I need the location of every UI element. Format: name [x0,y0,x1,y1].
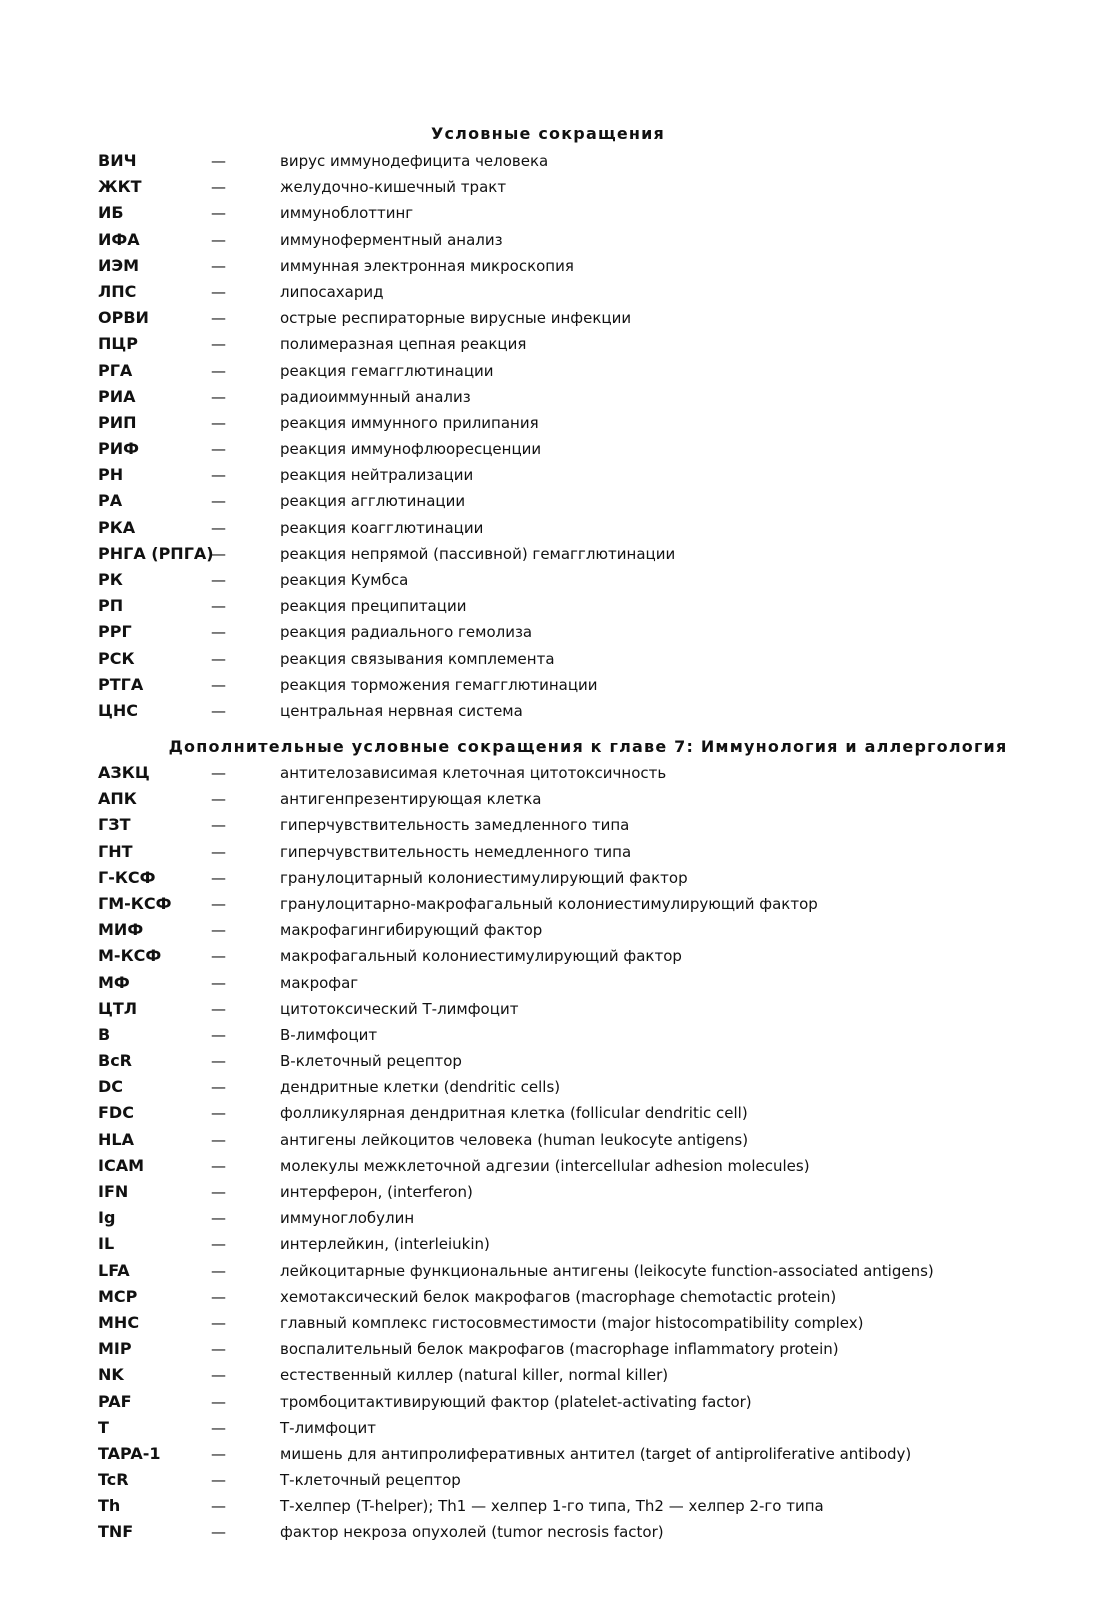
abbreviation-term: ЖКТ [98,177,142,197]
abbreviation-dash: — [211,1156,226,1175]
abbreviation-definition: липосахарид [280,282,384,301]
abbreviation-term: ИЭМ [98,255,140,275]
abbreviation-row [0,763,1096,789]
abbreviation-definition: лейкоцитарные функциональные антигены (leikocyte function-associated antigens) [280,1261,934,1280]
abbreviation-row [0,999,1096,1025]
abbreviation-row [0,544,1096,570]
abbreviation-term: ЛПС [98,281,137,301]
abbreviation-term: TNF [98,1522,134,1542]
abbreviation-row [0,1444,1096,1470]
abbreviation-row [0,1208,1096,1234]
abbreviation-term: РН [98,465,124,485]
abbreviation-row [0,177,1096,203]
abbreviation-definition: иммуноглобулин [280,1209,415,1228]
abbreviation-dash: — [211,1235,226,1254]
abbreviation-dash: — [211,1104,226,1123]
abbreviation-dash: — [211,1340,226,1359]
abbreviation-definition: реакция гемагглютинации [280,361,494,380]
abbreviation-row [0,151,1096,177]
abbreviation-row [0,1234,1096,1260]
abbreviation-dash: — [211,894,226,913]
abbreviation-dash: — [211,282,226,301]
abbreviation-definition: интерферон, (interferon) [280,1183,473,1201]
abbreviation-definition: иммунная электронная микроскопия [280,256,574,275]
section-title-abbreviations: Условные сокращения [430,124,666,143]
abbreviation-dash: — [211,152,226,170]
abbreviation-dash: — [211,204,226,223]
abbreviation-row [0,622,1096,648]
abbreviation-definition: реакция связывания комплемента [280,649,555,668]
abbreviation-dash: — [211,387,226,406]
abbreviation-term: ГМ-КСФ [98,893,172,913]
abbreviation-term: РА [98,491,123,511]
abbreviation-term: АПК [98,789,137,809]
abbreviation-definition: иммуноблоттинг [280,204,414,223]
abbreviation-list-chapter7 [0,763,1096,1549]
abbreviation-row [0,387,1096,413]
abbreviation-term: М-КСФ [98,946,162,966]
abbreviation-row [0,491,1096,517]
abbreviation-row [0,230,1096,256]
abbreviation-row [0,203,1096,229]
abbreviation-dash: — [211,816,226,835]
abbreviation-dash: — [211,230,226,249]
abbreviation-dash: — [211,1130,226,1149]
abbreviation-row [0,868,1096,894]
abbreviation-definition: макрофагальный колониестимулирующий фактор [280,947,682,966]
abbreviation-row [0,1365,1096,1391]
abbreviation-dash: — [211,1025,226,1044]
abbreviation-row [0,1077,1096,1103]
abbreviation-definition: полимеразная цепная реакция [280,335,527,354]
abbreviation-dash: — [211,1418,226,1437]
abbreviation-dash: — [211,1313,226,1332]
abbreviation-term: РГА [98,360,133,380]
abbreviation-term: PAF [98,1391,132,1411]
abbreviation-definition: реакция коагглютинации [280,518,484,537]
abbreviation-definition: вирус иммунодефицита человека [280,152,549,170]
abbreviation-definition: молекулы межклеточной адгезии (intercellular adhesion molecules) [280,1156,810,1175]
abbreviation-term: РИА [98,386,136,406]
abbreviation-row [0,789,1096,815]
abbreviation-term: IFN [98,1182,129,1201]
abbreviation-term: FDC [98,1103,134,1123]
abbreviation-term: МФ [98,972,130,992]
abbreviation-definition: антителозависимая клеточная цитотоксичность [280,764,667,782]
abbreviation-dash: — [211,1209,226,1228]
abbreviation-dash: — [211,1471,226,1490]
abbreviation-term: РКА [98,517,136,537]
abbreviation-row [0,413,1096,439]
abbreviation-definition: реакция Кумбса [280,571,409,589]
abbreviation-definition: цитотоксический Т-лимфоцит [280,999,519,1018]
abbreviation-dash: — [211,973,226,992]
abbreviation-term: DC [98,1077,124,1097]
abbreviation-term: MCP [98,1286,138,1306]
abbreviation-definition: фолликулярная дендритная клетка (follicular dendritic cell) [280,1104,748,1123]
abbreviation-dash: — [211,1183,226,1201]
abbreviation-definition: антигенпрезентирующая клетка [280,790,542,809]
abbreviation-dash: — [211,361,226,380]
abbreviation-definition: реакция иммунофлюоресценции [280,440,542,459]
abbreviation-row [0,649,1096,675]
abbreviation-definition: реакция преципитации [280,597,467,616]
abbreviation-row [0,596,1096,622]
abbreviation-row [0,1156,1096,1182]
abbreviation-term: B [98,1024,111,1044]
abbreviation-definition: центральная нервная система [280,701,523,720]
abbreviation-term: HLA [98,1129,134,1149]
abbreviation-dash: — [211,518,226,537]
abbreviation-definition: мишень для антипролиферативных антител (target of antiproliferative antibody) [280,1444,912,1463]
abbreviation-definition: радиоиммунный анализ [280,387,471,406]
abbreviation-term: РП [98,596,124,616]
abbreviation-term: РТГА [98,674,144,694]
abbreviation-dash: — [211,649,226,668]
abbreviation-definition: реакция агглютинации [280,492,466,511]
abbreviation-term: ПЦР [98,334,138,354]
abbreviation-row [0,946,1096,972]
abbreviation-term: T [98,1417,109,1437]
abbreviation-dash: — [211,466,226,485]
abbreviation-row [0,842,1096,868]
abbreviation-term: ГНТ [98,841,133,861]
abbreviation-term: Ig [98,1208,116,1228]
abbreviation-definition: реакция нейтрализации [280,466,474,485]
abbreviation-term: MHC [98,1312,140,1332]
abbreviation-definition: В-клеточный рецептор [280,1052,462,1071]
abbreviation-term: MIP [98,1339,132,1359]
abbreviation-definition: главный комплекс гистосовместимости (major histocompatibility complex) [280,1313,864,1332]
abbreviation-dash: — [211,1366,226,1385]
abbreviation-dash: — [211,842,226,861]
abbreviation-dash: — [211,1497,226,1516]
abbreviation-dash: — [211,1392,226,1411]
abbreviation-row [0,920,1096,946]
abbreviation-dash: — [211,999,226,1018]
abbreviation-term: IL [98,1234,115,1254]
abbreviation-definition: гиперчувствительность немедленного типа [280,842,632,861]
abbreviation-definition: естественный киллер (natural killer, normal killer) [280,1366,669,1385]
abbreviation-definition: желудочно-кишечный тракт [280,178,507,197]
abbreviation-row [0,973,1096,999]
abbreviation-row [0,1051,1096,1077]
abbreviation-dash: — [211,1287,226,1306]
abbreviation-dash: — [211,921,226,940]
abbreviation-row [0,570,1096,596]
abbreviation-term: ГЗТ [98,815,131,835]
abbreviation-definition: В-лимфоцит [280,1025,378,1044]
abbreviation-row [0,701,1096,727]
abbreviation-definition: реакция торможения гемагглютинации [280,675,598,694]
abbreviation-dash: — [211,178,226,197]
abbreviation-row [0,361,1096,387]
abbreviation-definition: острые респираторные вирусные инфекции [280,309,632,328]
abbreviation-dash: — [211,701,226,720]
abbreviation-definition: Т-клеточный рецептор [280,1471,461,1490]
abbreviation-dash: — [211,1052,226,1071]
abbreviation-definition: гранулоцитарно-макрофагальный колониестимулирующий фактор [280,894,818,913]
abbreviation-dash: — [211,597,226,616]
abbreviation-term: ВИЧ [98,151,137,170]
abbreviation-dash: — [211,256,226,275]
abbreviation-list-main [0,151,1096,727]
abbreviation-row [0,1522,1096,1548]
abbreviation-definition: гранулоцитарный колониестимулирующий фактор [280,868,688,887]
abbreviation-row [0,1339,1096,1365]
abbreviation-row [0,1130,1096,1156]
abbreviation-term: ICAM [98,1155,144,1175]
abbreviation-definition: иммуноферментный анализ [280,230,503,249]
abbreviation-row [0,1418,1096,1444]
abbreviation-row [0,1287,1096,1313]
abbreviation-dash: — [211,868,226,887]
abbreviation-term: TcR [98,1470,129,1490]
abbreviation-term: ИБ [98,203,124,223]
abbreviation-row [0,465,1096,491]
abbreviation-row [0,1182,1096,1208]
abbreviation-definition: гиперчувствительность замедленного типа [280,816,630,835]
abbreviation-dash: — [211,440,226,459]
abbreviation-row [0,334,1096,360]
abbreviation-dash: — [211,544,226,563]
abbreviation-definition: фактор некроза опухолей (tumor necrosis factor) [280,1523,664,1542]
abbreviation-term: ОРВИ [98,308,149,328]
abbreviation-row [0,894,1096,920]
abbreviation-dash: — [211,1523,226,1542]
abbreviation-dash: — [211,1444,226,1463]
abbreviation-term: РСК [98,648,135,668]
abbreviation-dash: — [211,492,226,511]
abbreviation-term: BcR [98,1051,132,1071]
abbreviation-row [0,1103,1096,1129]
abbreviation-dash: — [211,790,226,809]
abbreviation-dash: — [211,947,226,966]
abbreviation-definition: воспалительный белок макрофагов (macrophage inflammatory protein) [280,1340,839,1359]
abbreviation-dash: — [211,309,226,328]
abbreviation-term: РК [98,570,123,589]
abbreviation-term: TAPA-1 [98,1443,161,1463]
abbreviation-term: РНГА (РПГА) [98,543,214,563]
abbreviation-definition: реакция непрямой (пассивной) гемагглютинации [280,544,676,563]
abbreviation-dash: — [211,675,226,694]
abbreviation-term: ИФА [98,229,140,249]
abbreviation-definition: антигены лейкоцитов человека (human leukocyte antigens) [280,1130,749,1149]
abbreviation-row [0,308,1096,334]
abbreviation-dash: — [211,1078,226,1097]
abbreviation-dash: — [211,413,226,432]
abbreviation-row [0,282,1096,308]
abbreviation-definition: макрофаг [280,973,359,992]
abbreviation-dash: — [211,1261,226,1280]
abbreviation-row [0,1313,1096,1339]
abbreviation-dash: — [211,623,226,642]
abbreviation-term: РИП [98,412,137,432]
abbreviation-dash: — [211,764,226,782]
abbreviation-row [0,675,1096,701]
abbreviation-term: РИФ [98,439,139,459]
abbreviation-row [0,1470,1096,1496]
abbreviation-term: ЦНС [98,700,138,720]
abbreviation-row [0,1496,1096,1522]
abbreviation-definition: Т-хелпер (T-helper); Th1 — хелпер 1-го типа, Th2 — хелпер 2-го типа [280,1497,824,1516]
abbreviation-term: Th [98,1496,121,1516]
abbreviation-definition: интерлейкин, (interleiukin) [280,1235,490,1254]
abbreviation-definition: дендритные клетки (dendritic cells) [280,1078,561,1097]
abbreviation-term: ЦТЛ [98,998,138,1018]
abbreviation-definition: тромбоцитактивирующий фактор (platelet-activating factor) [280,1392,752,1411]
abbreviation-term: LFA [98,1260,130,1280]
abbreviation-dash: — [211,571,226,589]
abbreviation-term: Г-КСФ [98,867,156,887]
abbreviation-definition: реакция иммунного прилипания [280,413,539,432]
abbreviation-row [0,1261,1096,1287]
abbreviation-term: РРГ [98,622,132,642]
abbreviation-row [0,256,1096,282]
abbreviation-row [0,1025,1096,1051]
abbreviation-term: АЗКЦ [98,763,150,782]
abbreviation-definition: хемотаксический белок макрофагов (macrophage chemotactic protein) [280,1287,837,1306]
abbreviation-definition: макрофагингибирующий фактор [280,921,543,940]
abbreviation-row [0,815,1096,841]
abbreviation-term: NK [98,1365,124,1385]
abbreviation-row [0,439,1096,465]
abbreviation-dash: — [211,335,226,354]
section-title-chapter7-abbreviations: Дополнительные условные сокращения к главе 7: Иммунология и аллергология [168,737,1008,756]
abbreviation-definition: реакция радиального гемолиза [280,623,533,642]
abbreviation-term: МИФ [98,920,144,940]
abbreviation-row [0,1392,1096,1418]
abbreviation-definition: Т-лимфоцит [280,1418,376,1437]
abbreviation-row [0,518,1096,544]
